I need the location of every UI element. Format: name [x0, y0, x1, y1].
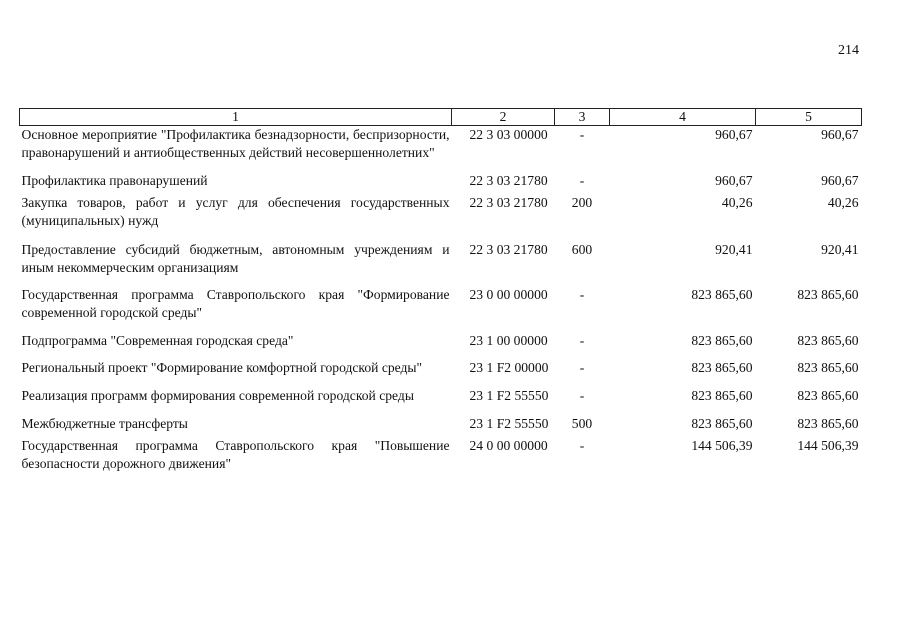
budget-table	[19, 108, 862, 473]
row-sum-1: 823 865,60	[691, 416, 753, 431]
table-header-row	[20, 109, 862, 126]
column-header-2: 2	[452, 109, 555, 126]
row-sum-1: 40,26	[721, 195, 753, 210]
row-name: Государственная программа Ставропольского края "Повышение безопасности дорожного движения"	[21, 438, 450, 471]
row-code: 22 3 03 21780	[469, 195, 548, 210]
table-row	[20, 415, 862, 437]
row-name: Закупка товаров, работ и услуг для обеспечения государственных (муниципальных) нужд	[21, 195, 450, 228]
row-expense-type: -	[579, 287, 585, 302]
table-row	[20, 172, 862, 194]
column-header-5: 5	[756, 109, 862, 126]
row-sum-2: 920,41	[821, 242, 859, 257]
row-sum-1: 144 506,39	[691, 438, 753, 453]
row-code: 23 1 00 00000	[469, 333, 548, 348]
row-expense-type: -	[579, 173, 585, 188]
column-header-3: 3	[555, 109, 610, 126]
row-sum-2: 823 865,60	[797, 388, 859, 403]
row-expense-type: -	[579, 127, 585, 142]
row-name: Государственная программа Ставропольского края "Формирование современной городской среды"	[21, 287, 450, 320]
table-row	[20, 286, 862, 332]
row-name: Межбюджетные трансферты	[21, 416, 188, 431]
row-code: 24 0 00 00000	[469, 438, 548, 453]
row-sum-2: 40,26	[827, 195, 859, 210]
row-expense-type: 600	[571, 242, 593, 257]
row-code: 23 0 00 00000	[469, 287, 548, 302]
row-sum-2: 823 865,60	[797, 287, 859, 302]
row-sum-2: 823 865,60	[797, 416, 859, 431]
row-sum-1: 960,67	[715, 127, 753, 142]
row-sum-1: 823 865,60	[691, 360, 753, 375]
row-name: Профилактика правонарушений	[21, 173, 208, 188]
row-sum-2: 823 865,60	[797, 360, 859, 375]
row-expense-type: -	[579, 333, 585, 348]
row-sum-1: 920,41	[715, 242, 753, 257]
row-expense-type: -	[579, 438, 585, 453]
row-name: Предоставление субсидий бюджетным, автономным учреждениям и иным некоммерческим организациям	[21, 242, 450, 275]
page-number: 214	[838, 43, 859, 58]
row-name: Реализация программ формирования современной городской среды	[21, 388, 414, 403]
column-header-4: 4	[610, 109, 756, 126]
table-row	[20, 126, 862, 173]
row-sum-1: 823 865,60	[691, 333, 753, 348]
row-sum-1: 823 865,60	[691, 287, 753, 302]
column-header-1: 1	[20, 109, 452, 126]
row-code: 23 1 F2 55550	[469, 388, 549, 403]
row-code: 22 3 03 21780	[469, 242, 548, 257]
row-expense-type: -	[579, 360, 585, 375]
row-code: 23 1 F2 00000	[469, 360, 549, 375]
row-expense-type: 200	[571, 195, 593, 210]
table-row	[20, 387, 862, 415]
table-row	[20, 194, 862, 241]
row-sum-1: 960,67	[715, 173, 753, 188]
table-row	[20, 359, 862, 387]
row-sum-2: 823 865,60	[797, 333, 859, 348]
table-row	[20, 241, 862, 286]
row-name: Подпрограмма "Современная городская среда"	[21, 333, 294, 348]
row-sum-2: 960,67	[821, 127, 859, 142]
row-expense-type: 500	[571, 416, 593, 431]
table-row	[20, 332, 862, 359]
row-name: Основное мероприятие "Профилактика безнадзорности, беспризорности, правонарушений и антиобщественных действий несовершеннолетних"	[21, 127, 450, 160]
row-code: 22 3 03 00000	[469, 127, 548, 142]
row-code: 22 3 03 21780	[469, 173, 548, 188]
row-code: 23 1 F2 55550	[469, 416, 549, 431]
table-row	[20, 437, 862, 473]
row-sum-2: 144 506,39	[797, 438, 859, 453]
row-name: Региональный проект "Формирование комфортной городской среды"	[21, 360, 423, 375]
row-sum-1: 823 865,60	[691, 388, 753, 403]
row-sum-2: 960,67	[821, 173, 859, 188]
row-expense-type: -	[579, 388, 585, 403]
